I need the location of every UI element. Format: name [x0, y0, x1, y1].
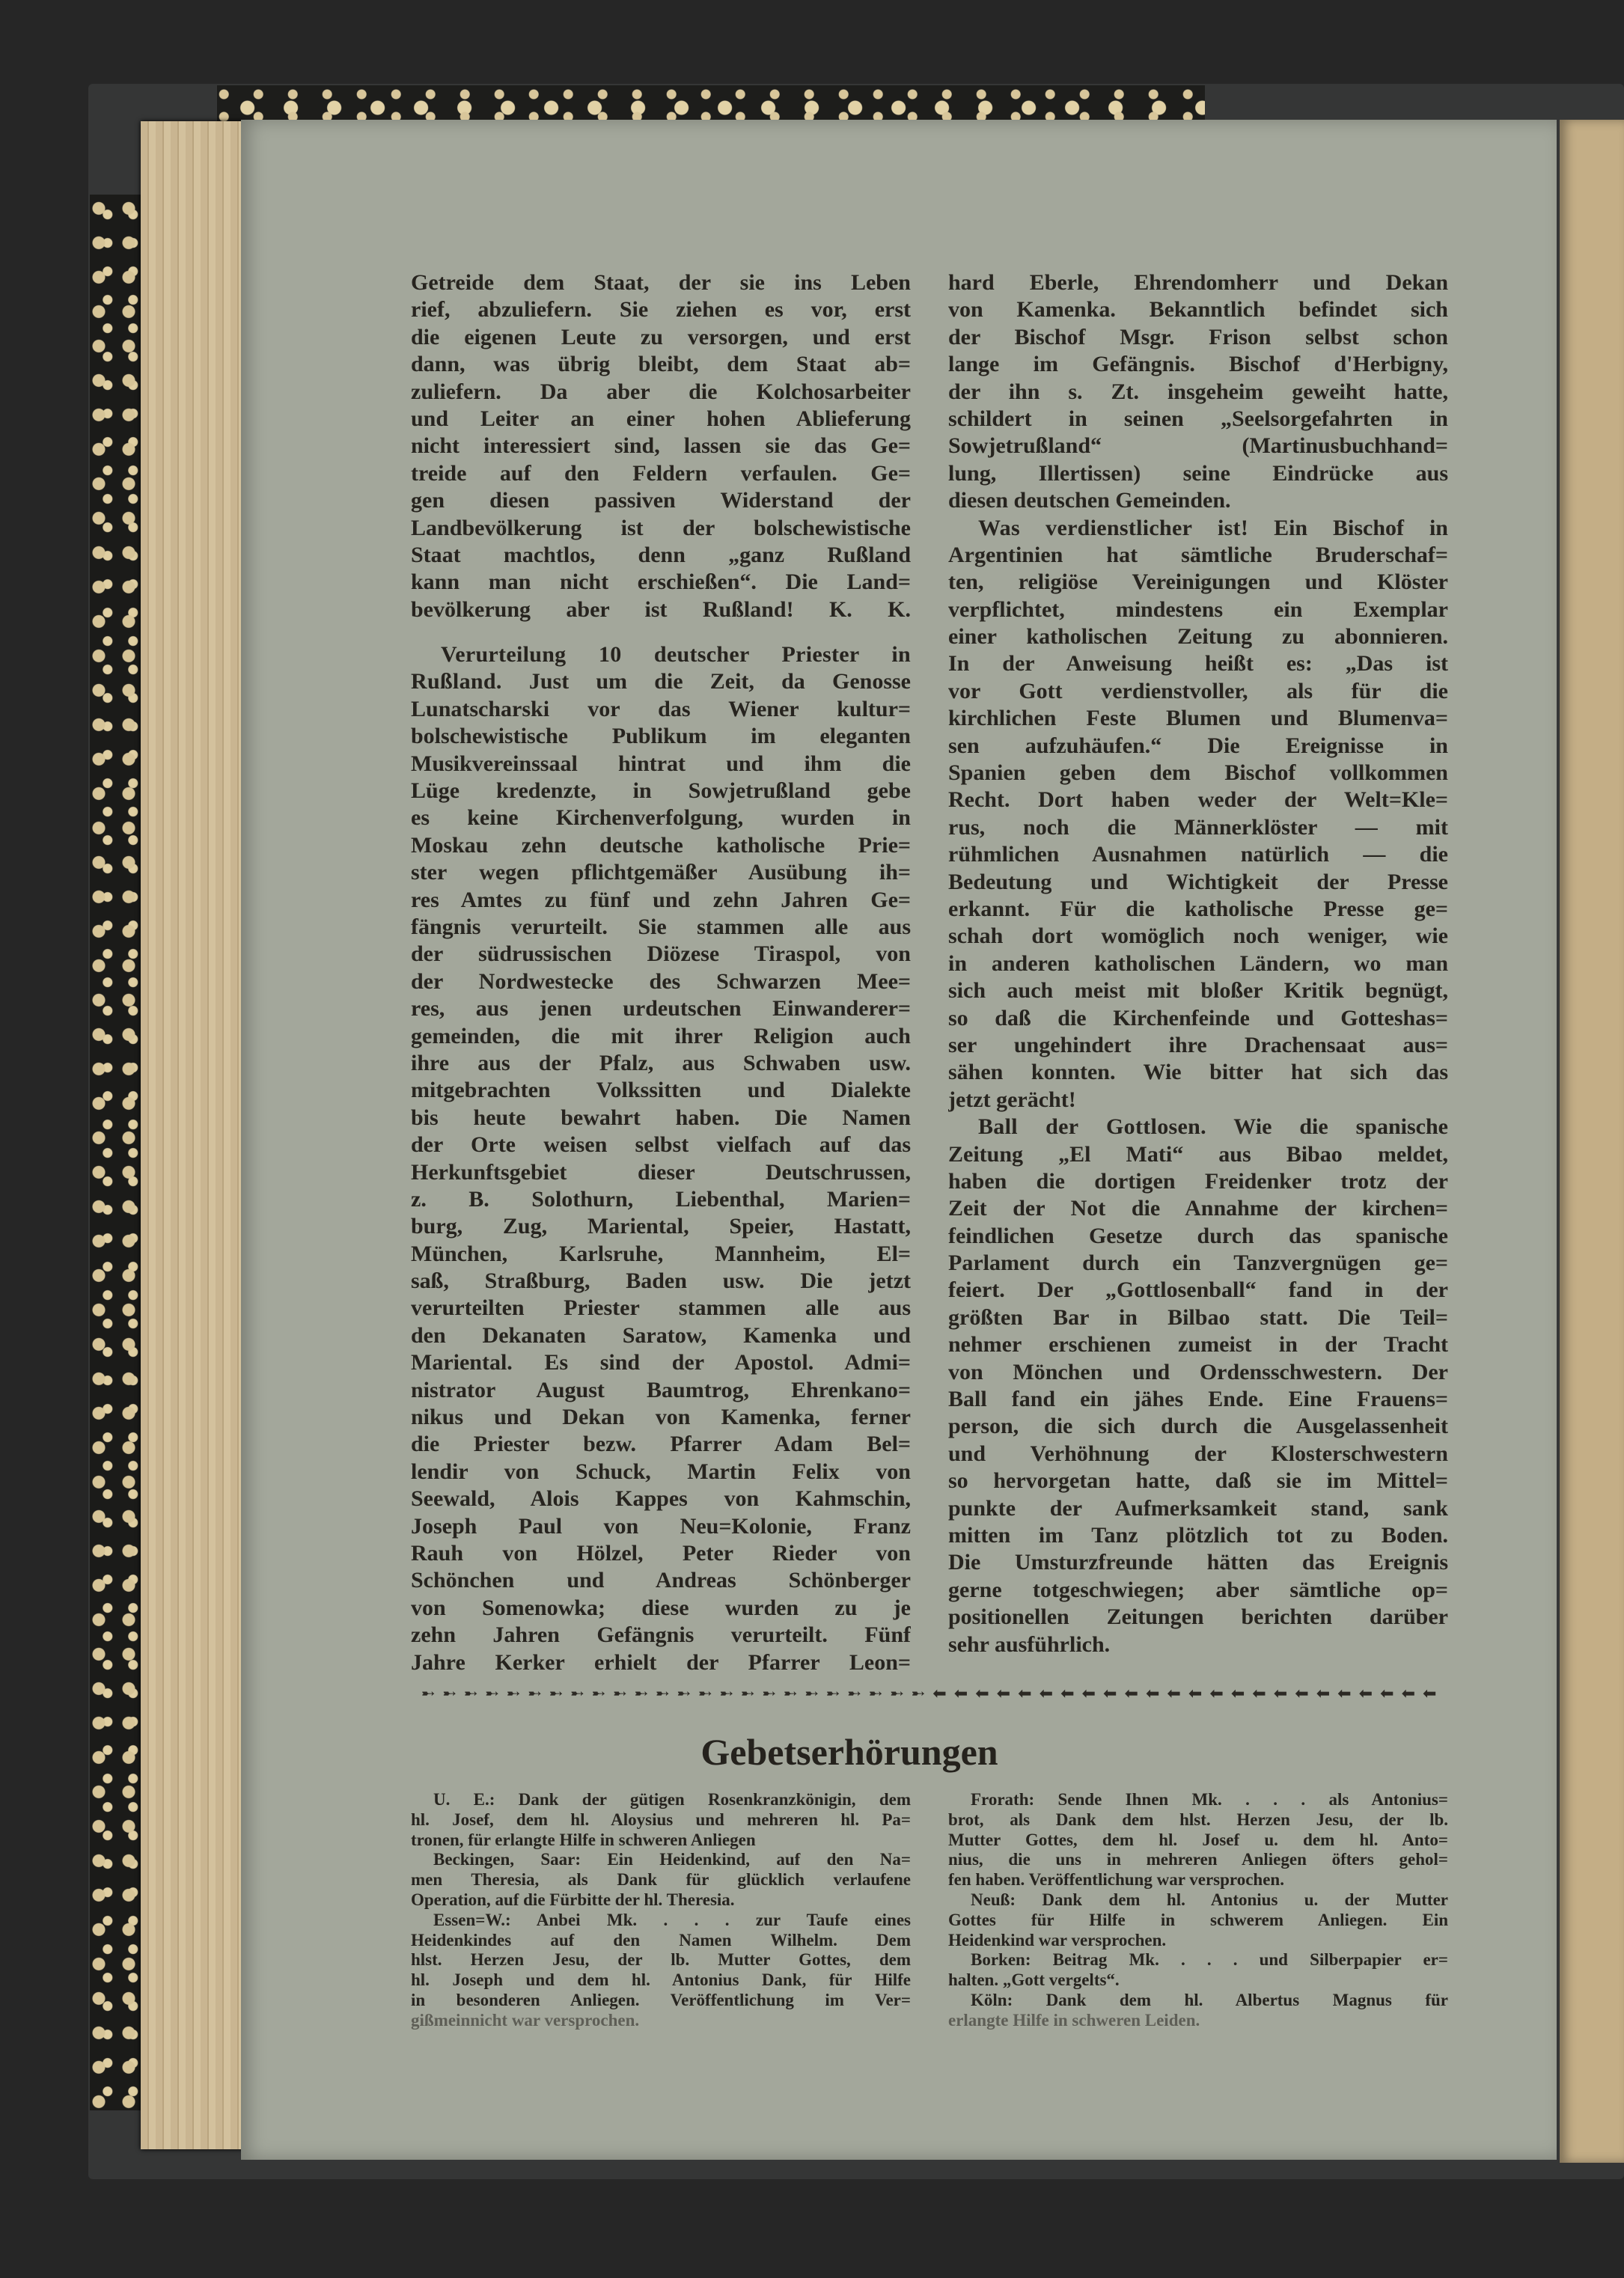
text-line: mitgebrachten Volkssitten und Dialekte: [411, 1078, 911, 1103]
paragraph: [948, 1890, 1448, 1950]
paragraph-heading: Rußland.: [411, 669, 502, 694]
text-line: kirchlichen Feste Blumen und Blumenva=: [948, 706, 1448, 731]
page-stack-edges: [141, 121, 245, 2149]
text-line: so hervorgetan hatte, daß sie im Mittel=: [948, 1468, 1448, 1494]
article-column-right: [948, 269, 1448, 1658]
text-line: sähen konnten. Wie bitter hat sich das: [948, 1060, 1448, 1085]
ornament-arrow-icon: ⬅: [953, 1684, 968, 1703]
paragraph: [411, 641, 911, 1676]
text-line: [411, 668, 911, 695]
text-line: punkte der Aufmerksamkeit stand, sank: [948, 1495, 1448, 1521]
paragraph: [948, 1790, 1448, 1890]
text-line: erlangte Hilfe in schweren Leiden.: [948, 2010, 1200, 2030]
paragraph: [948, 1950, 1448, 1991]
ornament-arrow-icon: ⬅: [1145, 1684, 1160, 1703]
text-line: der Orte weisen selbst vielfach auf das: [411, 1132, 911, 1158]
ornament-arrow-icon: ⬅: [996, 1684, 1011, 1703]
text-line: es keine Kirchenverfolgung, wurden in: [411, 805, 911, 831]
ornament-arrow-icon: ➸: [591, 1684, 606, 1703]
text-line: bis heute bewahrt haben. Die Namen: [411, 1105, 911, 1130]
text-line: Köln: Dank dem hl. Albertus Magnus für: [971, 1990, 1448, 2009]
text-line: kann man nicht erschießen“. Die Land=: [411, 570, 911, 595]
ornament-arrow-icon: ⬅: [1316, 1684, 1331, 1703]
marbled-cover-top: [217, 85, 1205, 123]
text-line: positionellen Zeitungen berichten darüber: [948, 1604, 1448, 1630]
ornament-arrow-icon: ➸: [825, 1684, 840, 1703]
text-run: Just um die Zeit, da Genosse: [501, 669, 911, 694]
text-line: hard Eberle, Ehrendomherr und Dekan: [948, 270, 1448, 295]
marbled-cover-left: [90, 195, 142, 2110]
text-line: Lüge kredenzte, in Sowjetrußland gebe: [411, 778, 911, 804]
ornamental-divider: [421, 1684, 1437, 1706]
text-line: Rauh von Hölzel, Peter Rieder von: [411, 1540, 911, 1566]
text-line: die eigenen Leute zu versorgen, und erst: [411, 324, 911, 349]
text-line: Staat machtlos, denn „ganz Rußland: [411, 542, 911, 567]
text-line: Joseph Paul von Neu=Kolonie, Franz: [411, 1513, 911, 1539]
text-line: fängnis verurteilt. Sie stammen alle aus: [411, 914, 911, 939]
ornament-arrow-icon: ⬅: [932, 1684, 947, 1703]
text-line: Landbevölkerung ist der bolschewistische: [411, 515, 911, 540]
text-line: bolschewistische Publikum im eleganten: [411, 724, 911, 749]
text-line: Frorath: Sende Ihnen Mk. . . . als Antonius=: [971, 1790, 1448, 1809]
ornament-arrow-icon: ➸: [868, 1684, 883, 1703]
text-line: schah dort womöglich noch weniger, wie: [948, 923, 1448, 949]
text-line: Herkunftsgebiet dieser Deutschrussen,: [411, 1159, 911, 1185]
text-line: dann, was übrig bleibt, dem Staat ab=: [411, 352, 911, 377]
text-line: Mutter Gottes, dem hl. Josef u. dem hl. Anto=: [948, 1830, 1448, 1849]
prayer-column-right: [948, 1790, 1448, 2031]
ornament-arrow-icon: ➸: [677, 1684, 692, 1703]
paragraph: [411, 1790, 911, 1850]
text-line: in besonderen Anliegen. Veröffentlichung im Ver=: [411, 1990, 911, 2009]
text-line: zehn Jahren Gefängnis verurteilt. Fünf: [411, 1622, 911, 1648]
paragraph-heading: Ball der Gottlosen.: [978, 1114, 1206, 1140]
ornament-arrow-icon: ⬅: [1380, 1684, 1394, 1703]
text-line: nehmer erschienen zumeist in der Tracht: [948, 1332, 1448, 1358]
text-line: Recht. Dort haben weder der Welt=Kle=: [948, 787, 1448, 813]
text-line: [948, 515, 1448, 542]
paragraph: [948, 269, 1448, 515]
ornament-arrow-icon: ➸: [528, 1684, 542, 1703]
text-line: Zeitung „El Mati“ aus Bibao meldet,: [948, 1141, 1448, 1167]
text-line: [948, 1114, 1448, 1140]
text-line: erkannt. Für die katholische Presse ge=: [948, 896, 1448, 921]
text-line: Gottes für Hilfe in schwerem Anliegen. Ein: [948, 1910, 1448, 1929]
text-line: verpflichtet, mindestens ein Exemplar: [948, 596, 1448, 622]
text-line: in anderen katholischen Ländern, wo man: [948, 950, 1448, 976]
ornament-arrow-icon: ➸: [698, 1684, 712, 1703]
ornament-arrow-icon: ⬅: [1295, 1684, 1309, 1703]
prayer-column-left: [411, 1790, 911, 2031]
text-line: Argentinien hat sämtliche Bruderschaf=: [948, 542, 1448, 567]
text-line: schildert in seinen „Seelsorgefahrten in: [948, 406, 1448, 431]
text-line: gen diesen passiven Widerstand der: [411, 488, 911, 513]
ornament-arrow-icon: ⬅: [1167, 1684, 1181, 1703]
text-line: Lunatscharski vor das Wiener kultur=: [411, 696, 911, 721]
text-line: Ball fand ein jähes Ende. Eine Frauens=: [948, 1387, 1448, 1412]
ornament-arrow-icon: ➸: [719, 1684, 733, 1703]
text-line: brot, als Dank dem hlst. Herzen Jesu, der lb.: [948, 1810, 1448, 1829]
ornament-arrow-icon: ⬅: [1273, 1684, 1288, 1703]
text-line: saß, Straßburg, Baden usw. Die jetzt: [411, 1268, 911, 1294]
ornament-arrow-icon: ➸: [549, 1684, 564, 1703]
text-line: ster wegen pflichtgemäßer Ausübung ih=: [411, 860, 911, 885]
text-line: sich auch meist mit bloßer Kritik begnügt,: [948, 978, 1448, 1004]
text-line: der Nordwestecke des Schwarzen Mee=: [411, 968, 911, 994]
ornament-arrow-icon: ➸: [783, 1684, 798, 1703]
text-line: Jahre Kerker erhielt der Pfarrer Leon=: [411, 1649, 911, 1675]
text-line: [411, 641, 911, 668]
ornament-arrow-icon: ➸: [463, 1684, 478, 1703]
ornament-arrow-icon: ➸: [741, 1684, 755, 1703]
text-line: verurteilten Priester stammen alle aus: [411, 1295, 911, 1321]
text-line: vor Gott verdienstvoller, als für die: [948, 678, 1448, 703]
text-line: mitten im Tanz plötzlich tot zu Boden.: [948, 1522, 1448, 1548]
text-line: der Bischof Msgr. Frison selbst schon: [948, 324, 1448, 349]
text-line: Heidenkind war versprochen.: [948, 1930, 1167, 1949]
text-line: Getreide dem Staat, der sie ins Leben: [411, 270, 911, 295]
ornament-arrow-icon: ➸: [762, 1684, 776, 1703]
text-line: Bedeutung und Wichtigkeit der Presse: [948, 869, 1448, 894]
paragraph-heading: Was verdienstlicher ist!: [978, 515, 1249, 540]
text-line: burg, Zug, Mariental, Speier, Hastatt,: [411, 1214, 911, 1239]
paragraph: [948, 1991, 1448, 2031]
text-line: Schönchen und Andreas Schönberger: [411, 1568, 911, 1593]
text-line: Neuß: Dank dem hl. Antonius u. der Mutter: [971, 1890, 1448, 1909]
text-line: ten, religiöse Vereinigungen und Klöster: [948, 570, 1448, 595]
ornament-arrow-icon: ➸: [911, 1684, 926, 1703]
article-column-left: [411, 269, 911, 1676]
text-line: feiert. Der „Gottlosenball“ fand in der: [948, 1277, 1448, 1303]
ornament-arrow-icon: ➸: [485, 1684, 499, 1703]
paragraph-heading: Verurteilung 10 deutscher Priester in: [441, 642, 911, 668]
ornament-arrow-icon: ➸: [570, 1684, 584, 1703]
text-line: res Amtes zu fünf und zehn Jahren Ge=: [411, 887, 911, 912]
text-line: und Verhöhnung der Klosterschwestern: [948, 1441, 1448, 1466]
ornament-arrow-icon: ⬅: [1188, 1684, 1203, 1703]
text-line: nicht interessiert sind, lassen sie das Ge=: [411, 433, 911, 459]
text-line: gemeinden, die mit ihrer Religion auch: [411, 1023, 911, 1048]
text-line: Heidenkindes auf den Namen Wilhelm. Dem: [411, 1930, 911, 1949]
text-line: von Mönchen und Ordensschwestern. Der: [948, 1359, 1448, 1384]
text-line: halten. „Gott vergelts“.: [948, 1970, 1120, 1990]
facing-page-edge: [1560, 120, 1624, 2163]
ornament-arrow-icon: ➸: [890, 1684, 904, 1703]
text-line: lange im Gefängnis. Bischof d'Herbigny,: [948, 352, 1448, 377]
text-line: nistrator August Baumtrog, Ehrenkano=: [411, 1377, 911, 1402]
text-line: tronen, für erlangte Hilfe in schweren Anliegen: [411, 1830, 756, 1849]
paragraph-gap: [411, 623, 911, 641]
text-line: sen aufzuhäufen.“ Die Ereignisse in: [948, 733, 1448, 758]
text-line: von Somenowka; diese wurden zu je: [411, 1595, 911, 1620]
text-line: die Priester bezw. Pfarrer Adam Bel=: [411, 1432, 911, 1457]
text-line: fen haben. Veröffentlichung war versprochen.: [948, 1870, 1284, 1890]
paragraph: [411, 1850, 911, 1910]
text-line: hl. Josef, dem hl. Aloysius und mehreren hl. Pa=: [411, 1810, 911, 1829]
text-line: nius, die uns in mehreren Anliegen öfters gehol=: [948, 1850, 1448, 1869]
ornament-arrow-icon: ⬅: [975, 1684, 989, 1703]
text-line: rief, abzuliefern. Sie ziehen es vor, erst: [411, 297, 911, 323]
ornament-arrow-icon: ➸: [656, 1684, 670, 1703]
text-line: gerne totgeschwiegen; aber sämtliche op=: [948, 1577, 1448, 1602]
text-line: Beckingen, Saar: Ein Heidenkind, auf den Na=: [433, 1850, 911, 1869]
ornament-arrow-icon: ⬅: [1081, 1684, 1096, 1703]
text-line: jetzt gerächt!: [948, 1087, 1076, 1112]
text-line: bevölkerung aber ist Rußland! K. K.: [411, 596, 911, 622]
text-line: ser ungehindert ihre Drachensaat aus=: [948, 1032, 1448, 1057]
text-line: einer katholischen Zeitung zu abonnieren.: [948, 624, 1448, 650]
paragraph: [948, 1114, 1448, 1658]
text-line: rühmlichen Ausnahmen natürlich — die: [948, 842, 1448, 867]
text-line: rus, noch die Männerklöster — mit: [948, 814, 1448, 840]
text-line: haben die dortigen Freidenker trotz der: [948, 1168, 1448, 1194]
text-line: Zeit der Not die Annahme der kirchen=: [948, 1196, 1448, 1221]
text-line: größten Bar in Bilbao statt. Die Teil=: [948, 1304, 1448, 1330]
ornament-arrow-icon: ➸: [805, 1684, 819, 1703]
ornament-arrow-icon: ⬅: [1018, 1684, 1032, 1703]
text-line: hl. Joseph und dem hl. Antonius Dank, für Hilfe: [411, 1970, 911, 1990]
text-line: hlst. Herzen Jesu, der lb. Mutter Gottes, dem: [411, 1950, 911, 1970]
text-line: sehr ausführlich.: [948, 1631, 1111, 1657]
ornament-arrow-icon: ⬅: [1252, 1684, 1266, 1703]
ornament-arrow-icon: ➸: [442, 1684, 457, 1703]
text-line: Sowjetrußland“ (Martinusbuchhand=: [948, 433, 1448, 459]
ornament-arrow-icon: ⬅: [1209, 1684, 1224, 1703]
text-run: Ein Bischof in: [1248, 515, 1448, 540]
text-line: lung, Illertissen) seine Eindrücke aus: [948, 460, 1448, 486]
text-line: Essen=W.: Anbei Mk. . . . zur Taufe eines: [433, 1910, 911, 1929]
text-line: ihre aus der Pfalz, aus Schwaben usw.: [411, 1050, 911, 1075]
ornament-arrow-icon: ⬅: [1103, 1684, 1117, 1703]
ornament-arrow-icon: ⬅: [1230, 1684, 1245, 1703]
text-line: so daß die Kirchenfeinde und Gotteshas=: [948, 1005, 1448, 1030]
text-line: nikus und Dekan von Kamenka, ferner: [411, 1405, 911, 1430]
paragraph: [411, 269, 911, 623]
ornament-arrow-icon: ➸: [847, 1684, 861, 1703]
ornament-arrow-icon: ➸: [613, 1684, 627, 1703]
ornament-arrow-icon: ⬅: [1358, 1684, 1373, 1703]
ornament-arrow-icon: ➸: [506, 1684, 521, 1703]
paragraph: [948, 515, 1448, 1114]
text-line: Parlament durch ein Tanzvergnügen ge=: [948, 1251, 1448, 1276]
ornament-arrow-icon: ⬅: [1337, 1684, 1352, 1703]
ornament-arrow-icon: ➸: [634, 1684, 649, 1703]
text-line: res, aus jenen urdeutschen Einwanderer=: [411, 996, 911, 1022]
text-line: Seewald, Alois Kappes von Kahmschin,: [411, 1486, 911, 1512]
ornament-arrow-icon: ⬅: [1423, 1684, 1437, 1703]
text-line: München, Karlsruhe, Mannheim, El=: [411, 1241, 911, 1266]
text-line: Borken: Beitrag Mk. . . . und Silberpapier er=: [971, 1950, 1448, 1970]
text-line: diesen deutschen Gemeinden.: [948, 488, 1231, 513]
text-line: der ihn s. Zt. insgeheim geweiht hatte,: [948, 379, 1448, 404]
text-run: Wie die spanische: [1206, 1114, 1448, 1140]
ornament-arrow-icon: ⬅: [1401, 1684, 1415, 1703]
text-line: Musikvereinssaal hintrat und ihm die: [411, 751, 911, 776]
text-line: feindlichen Gesetze durch das spanische: [948, 1223, 1448, 1248]
text-line: Die Umsturzfreunde hätten das Ereignis: [948, 1550, 1448, 1575]
paragraph: [411, 1911, 911, 2031]
text-line: gißmeinnicht war versprochen.: [411, 2010, 640, 2030]
text-line: und Leiter an einer hohen Ablieferung: [411, 406, 911, 431]
text-line: Spanien geben dem Bischof vollkommen: [948, 760, 1448, 786]
text-line: der südrussischen Diözese Tiraspol, von: [411, 941, 911, 967]
text-line: person, die sich durch die Ausgelassenheit: [948, 1414, 1448, 1439]
text-line: Mariental. Es sind der Apostol. Admi=: [411, 1350, 911, 1375]
ornament-arrow-icon: ⬅: [1060, 1684, 1075, 1703]
ornament-arrow-icon: ➸: [421, 1684, 436, 1703]
text-line: Moskau zehn deutsche katholische Prie=: [411, 832, 911, 858]
text-line: den Dekanaten Saratow, Kamenka und: [411, 1322, 911, 1348]
ornament-arrow-icon: ⬅: [1124, 1684, 1138, 1703]
text-line: lendir von Schuck, Martin Felix von: [411, 1459, 911, 1484]
section-title: Gebetserhörungen: [700, 1731, 998, 1773]
text-line: z. B. Solothurn, Liebenthal, Marien=: [411, 1186, 911, 1212]
ornament-arrow-icon: ⬅: [1039, 1684, 1054, 1703]
text-line: Operation, auf die Fürbitte der hl. Theresia.: [411, 1890, 735, 1909]
text-line: zuliefern. Da aber die Kolchosarbeiter: [411, 379, 911, 404]
text-line: men Theresia, als Dank für glücklich verlaufene: [411, 1870, 911, 1890]
text-line: treide auf den Feldern verfaulen. Ge=: [411, 460, 911, 486]
text-line: von Kamenka. Bekanntlich befindet sich: [948, 297, 1448, 323]
text-line: U. E.: Dank der gütigen Rosenkranzkönigin, dem: [433, 1790, 911, 1809]
text-line: In der Anweisung heißt es: „Das ist: [948, 651, 1448, 677]
